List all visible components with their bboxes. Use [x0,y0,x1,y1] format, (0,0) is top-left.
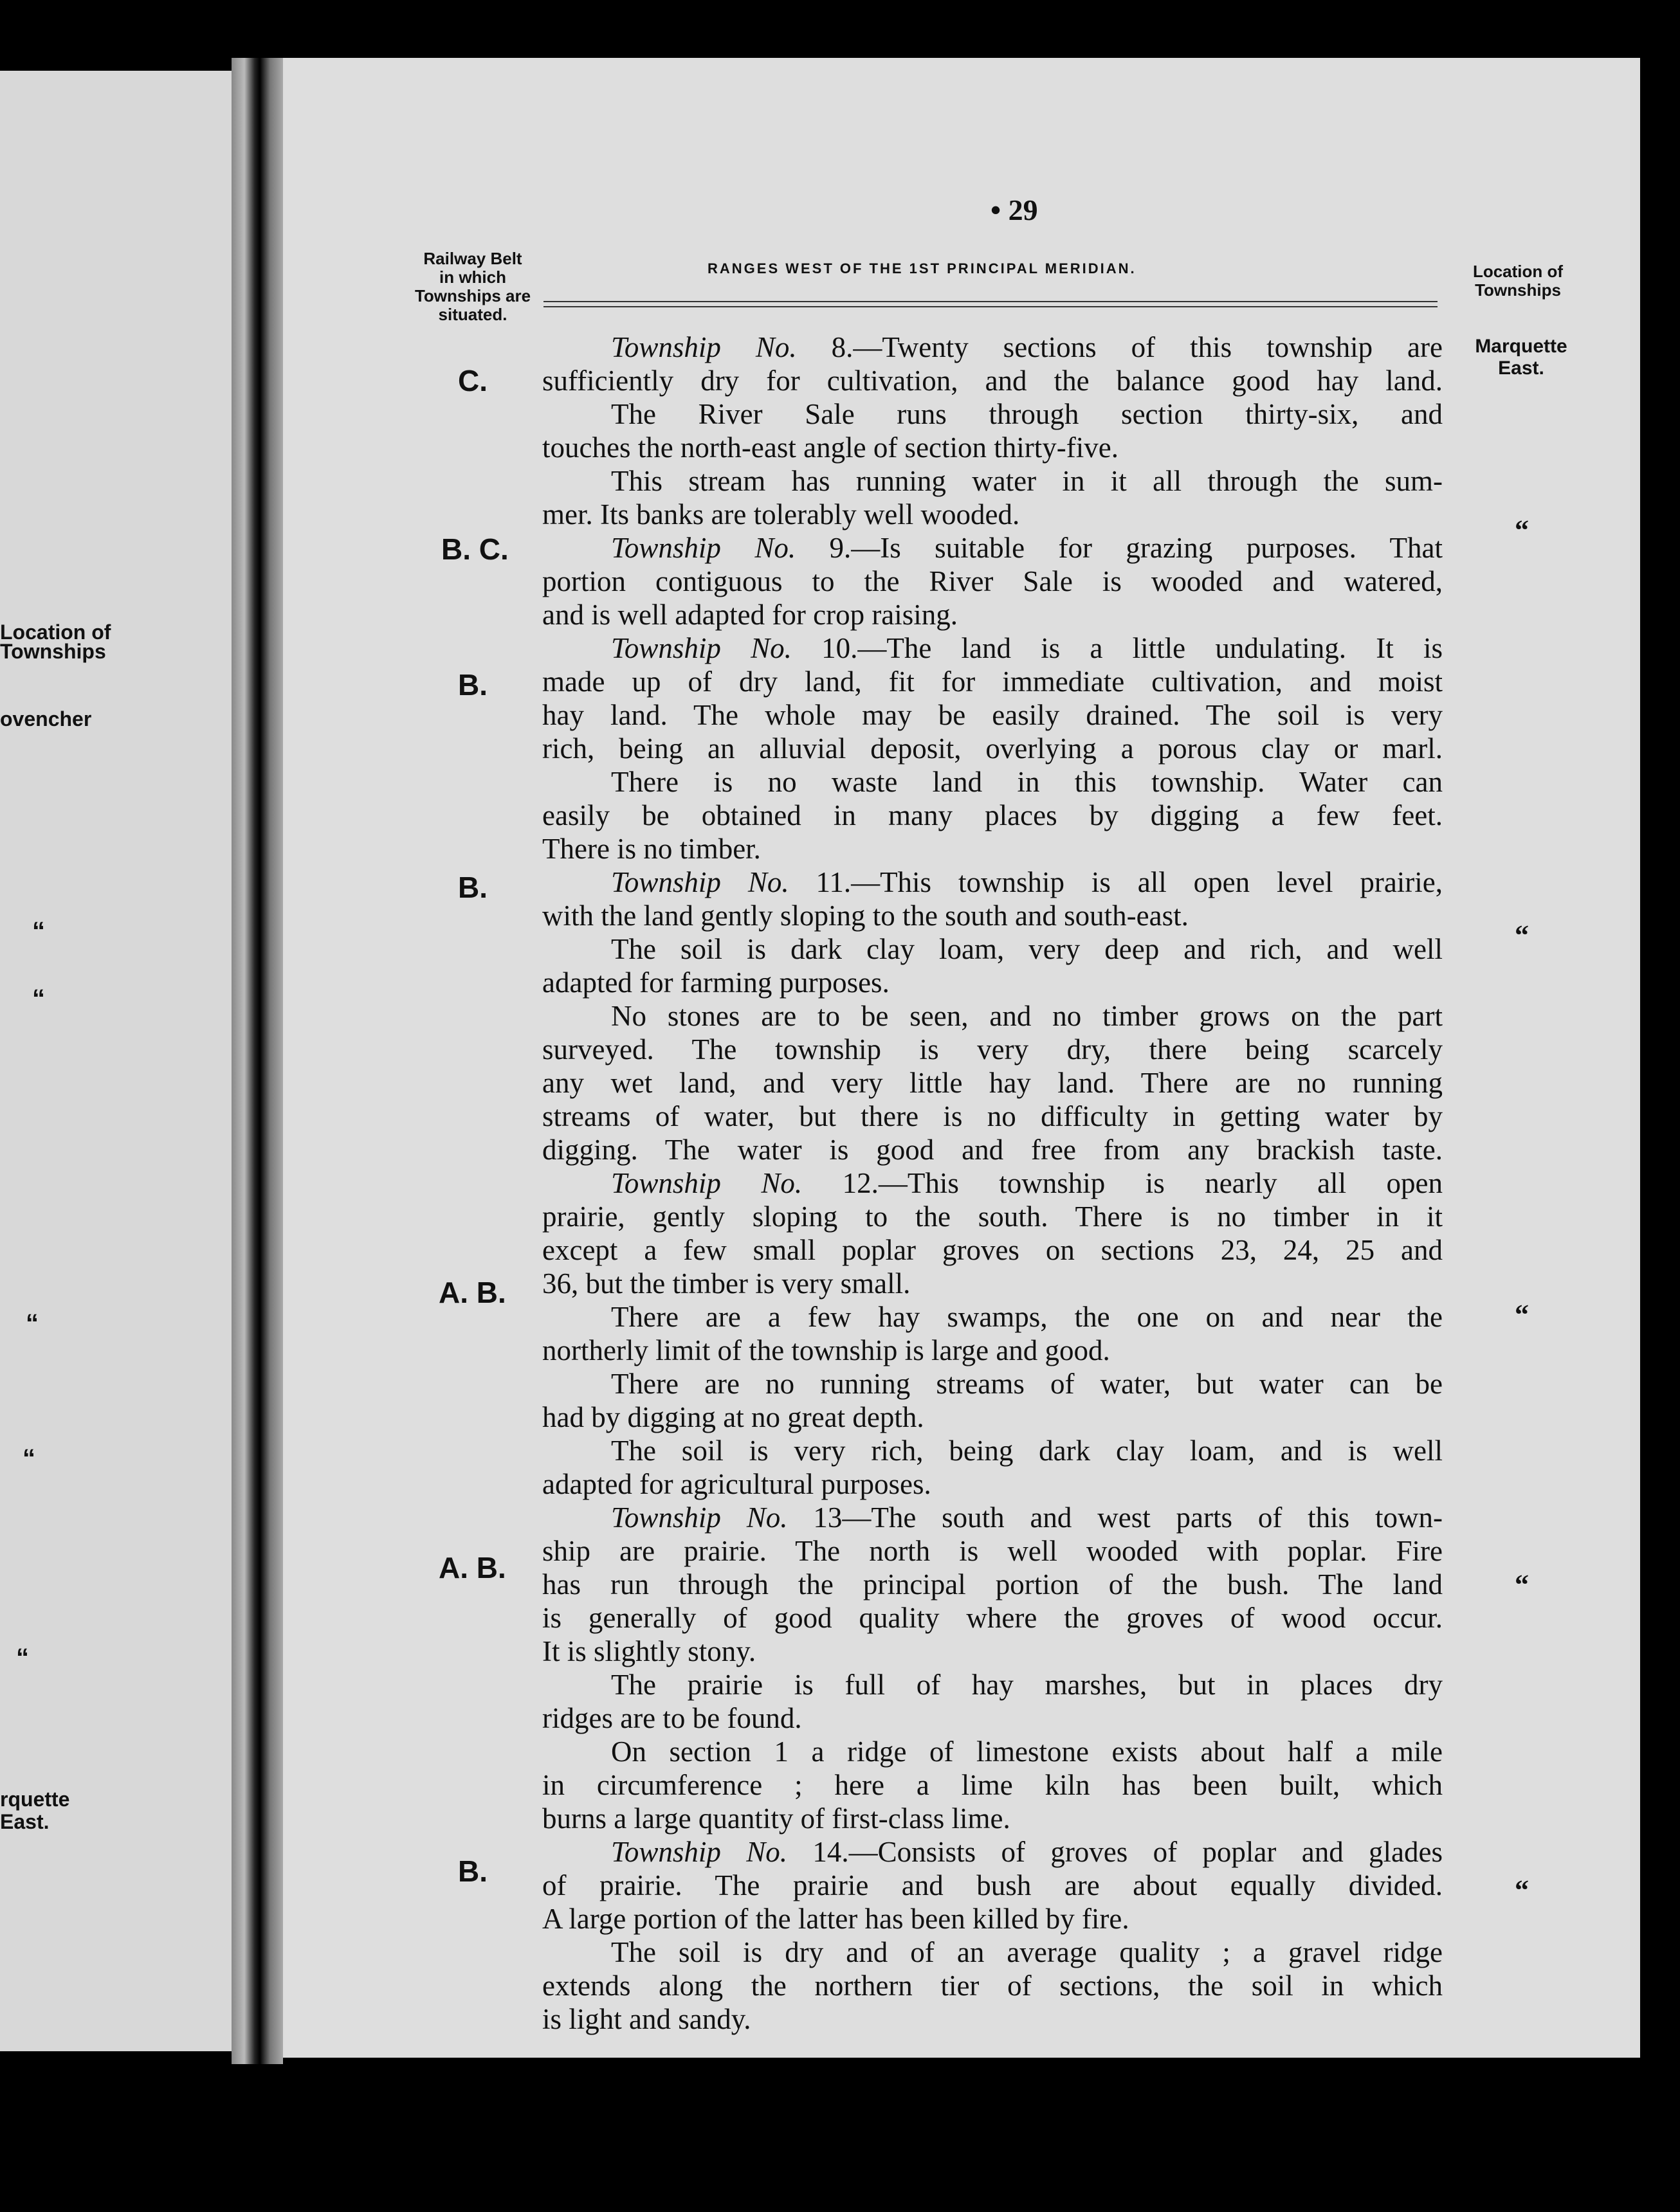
text-line [542,632,1443,664]
text-line: burns a large quantity of first-class lime. [542,1802,1010,1835]
township-label: Township No. [611,866,789,898]
text-line: prairie, gently sloping to the south. There is no timber in it [542,1201,1443,1233]
text-line: with the land gently sloping to the south and south-east. [542,900,1189,932]
railway-belt-mark: B. [458,668,488,702]
text-line: A large portion of the latter has been killed by fire. [542,1903,1129,1935]
running-header: RANGES WEST OF THE 1ST PRINCIPAL MERIDIAN. [708,260,1137,276]
text-line: adapted for agricultural purposes. [542,1468,931,1500]
text-line [542,1167,1443,1199]
right-ditto: “ [1515,514,1529,546]
text-run: 10.—The land is a little undulating. It is [791,632,1443,664]
text-line: mer. Its banks are tolerably well wooded. [542,498,1020,530]
left-location-heading-2: Townships [0,640,106,663]
text-line: streams of water, but there is no difficulty in getting water by [542,1100,1443,1132]
text-line: rich, being an alluvial deposit, overlying a porous clay or marl. [542,732,1443,765]
township-label: Township No. [611,331,797,363]
text-line: On section 1 a ridge of limestone exists about half a mile [611,1736,1443,1768]
text-line: portion contiguous to the River Sale is wooded and watered, [542,565,1443,597]
header-rule [543,301,1438,302]
right-ditto: “ [1515,1569,1529,1600]
left-page [0,71,232,2051]
text-line: The soil is dry and of an average quality ; a gravel ridge [611,1936,1443,1968]
text-line: has run through the principal portion of the bush. The land [542,1568,1443,1600]
township-label: Township No. [611,1501,788,1534]
text-line: in circumference ; here a lime kiln has been built, which [542,1769,1443,1801]
railway-belt-mark: B. C. [441,532,509,566]
left-ditto-5: “ [16,1644,29,1672]
text-line: No stones are to be seen, and no timber grows on the part [611,1000,1443,1032]
text-line: surveyed. The township is very dry, there being scarcely [542,1033,1443,1065]
right-ditto: “ [1515,920,1529,951]
left-ditto-3: “ [26,1309,39,1337]
text-line: ridges are to be found. [542,1702,802,1734]
railway-belt-mark: A. B. [439,1551,506,1584]
text-line: ship are prairie. The north is well wooded with poplar. Fire [542,1535,1443,1567]
header-left-line: Townships are [414,286,531,305]
text-line: adapted for farming purposes. [542,966,890,999]
text-run: 13—The south and west parts of this town- [787,1501,1443,1534]
text-line: touches the north-east angle of section thirty-five. [542,431,1118,464]
header-right-line: Townships [1475,280,1561,300]
left-provencher: ovencher [0,707,92,730]
railway-belt-mark: A. B. [439,1276,506,1309]
text-line: digging. The water is good and free from any brackish taste. [542,1134,1443,1166]
left-ditto-1: “ [32,917,45,945]
text-line: is generally of good quality where the groves of wood occur. [542,1602,1443,1634]
text-line: There is no timber. [542,833,761,865]
text-run: 12.—This township is nearly all open [802,1167,1443,1199]
left-ditto-4: “ [23,1444,35,1473]
text-line: The soil is dark clay loam, very deep and rich, and well [611,933,1443,965]
text-line: any wet land, and very little hay land. There are no running [542,1067,1443,1099]
header-right-line: Location of [1472,262,1564,281]
right-ditto: “ [1515,1299,1529,1330]
text-line: 36, but the timber is very small. [542,1267,911,1300]
right-margin-location [1450,336,1592,379]
left-ditto-2: “ [32,984,45,1013]
text-line: There is no waste land in this township. Water can [611,766,1443,798]
right-margin-line: Marquette [1475,336,1567,357]
text-line [542,866,1443,898]
text-line: made up of dry land, fit for immediate cultivation, and moist [542,666,1443,698]
text-line: hay land. The whole may be easily drained. The soil is very [542,699,1443,731]
text-line [542,1836,1443,1868]
left-marquette: rquette [0,1788,70,1811]
township-label: Township No. [611,1167,803,1199]
text-line: There are no running streams of water, but water can be [611,1368,1443,1400]
book-gutter [232,58,283,2064]
header-left-line: situated. [438,305,507,324]
text-line: of prairie. The prairie and bush are about equally divided. [542,1869,1443,1901]
page-number: • 29 [991,194,1038,226]
text-line [542,1501,1443,1534]
left-location-heading: Location of [0,621,111,644]
header-left-line: in which [439,267,506,287]
header-rule [543,306,1438,307]
header-railway-belt [392,249,553,324]
railway-belt-mark: C. [458,364,488,397]
text-line: is light and sandy. [542,2003,751,2035]
text-line: easily be obtained in many places by digging a few feet. [542,799,1443,831]
township-label: Township No. [611,1836,788,1868]
text-line: The River Sale runs through section thirty-six, and [611,398,1443,430]
township-label: Township No. [611,632,792,664]
railway-belt-mark: B. [458,1854,488,1888]
text-line: had by digging at no great depth. [542,1401,924,1433]
text-line: It is slightly stony. [542,1635,756,1667]
left-east: East. [0,1810,50,1833]
text-line: except a few small poplar groves on sections 23, 24, 25 and [542,1234,1443,1266]
text-line: The prairie is full of hay marshes, but in places dry [611,1669,1443,1701]
text-line: This stream has running water in it all through the sum- [611,465,1443,497]
text-line: The soil is very rich, being dark clay loam, and is well [611,1435,1443,1467]
text-run: 11.—This township is all open level prairie, [789,866,1443,898]
text-run: 14.—Consists of groves of poplar and glades [787,1836,1443,1868]
text-line: extends along the northern tier of sections, the soil in which [542,1970,1443,2002]
right-ditto: “ [1515,1874,1529,1906]
text-line: northerly limit of the township is large and good. [542,1334,1110,1366]
text-line: There are a few hay swamps, the one on and near the [611,1301,1443,1333]
right-margin-line: East. [1498,358,1544,379]
text-line [542,331,1443,363]
text-line [542,532,1443,564]
header-left-line: Railway Belt [423,249,522,268]
text-run: 8.—Twenty sections of this township are [796,331,1443,363]
text-run: 9.—Is suitable for grazing purposes. That [796,532,1443,564]
text-line: and is well adapted for crop raising. [542,599,958,631]
text-line: sufficiently dry for cultivation, and the balance good hay land. [542,365,1443,397]
header-location-of-townships [1441,262,1595,300]
railway-belt-mark: B. [458,871,488,904]
township-label: Township No. [611,532,796,564]
